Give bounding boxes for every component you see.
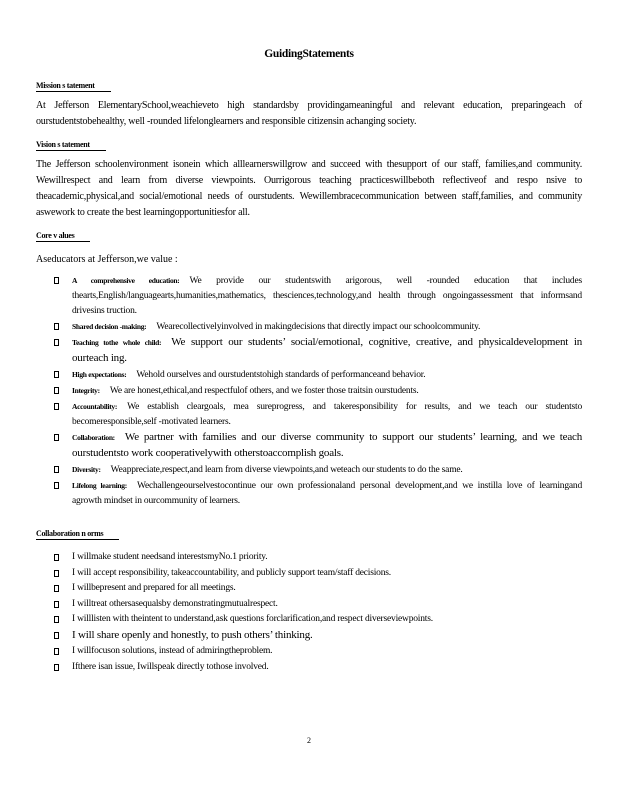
norm-text: I willbepresent and prepared for all meetings.	[72, 583, 236, 593]
list-item	[36, 644, 582, 660]
checkbox-bullet-icon	[54, 616, 59, 623]
checkbox-bullet-icon	[54, 570, 59, 577]
checkbox-bullet-icon	[54, 632, 59, 639]
list-item	[36, 612, 582, 628]
value-term: Accountability:	[72, 402, 118, 411]
value-term: Diversity:	[72, 465, 101, 474]
checkbox-bullet-icon	[54, 466, 59, 473]
norm-text: I willtreat othersasequalsby demonstratingmutualrespect.	[72, 598, 278, 609]
page-number: 2	[307, 736, 311, 745]
checkbox-bullet-icon	[54, 387, 59, 394]
norm-text: I willmake student needsand interestsmyNo.1 priority.	[72, 552, 268, 562]
list-item	[36, 478, 582, 509]
list-item	[36, 550, 582, 566]
value-term: Lifelong learning:	[72, 481, 127, 490]
list-item	[36, 430, 582, 462]
norms-list	[36, 550, 582, 675]
list-item	[36, 319, 582, 335]
list-item	[36, 383, 582, 399]
vision-section	[36, 134, 582, 221]
value-text: We establish cleargoals, mea sureprogress, and takeresponsibility for results, and we teach our studentsto becomeresponsible,self -motivated learners.	[72, 402, 582, 427]
list-item	[36, 597, 582, 613]
value-term: Collaboration:	[72, 433, 115, 442]
list-item	[36, 628, 582, 645]
value-term: A comprehensive education:	[72, 276, 180, 285]
norm-text: I willlisten with theintent to understand,ask questions forclarification,and respect diverseviewpoints.	[72, 614, 433, 624]
value-text: We provide our studentswith arigorous, well -rounded education that includes thearts,English/languagearts,humanities,mathematics, thesciences,technology,and health through ongoingassessment that informsand drivesins truction.	[72, 276, 582, 316]
list-item	[36, 462, 582, 478]
mission-section	[36, 75, 582, 130]
core-values-heading: Core v alues	[36, 231, 90, 242]
checkbox-bullet-icon	[54, 434, 59, 441]
value-term: Teaching tothe whole child:	[72, 338, 162, 347]
checkbox-bullet-icon	[54, 601, 59, 608]
core-values-lead: Aseducators at Jefferson,we value :	[36, 254, 178, 265]
vision-heading: Vision s tatement	[36, 140, 106, 151]
value-term: Integrity:	[72, 386, 100, 395]
core-values-section	[36, 225, 582, 509]
norm-text: Ifthere isan issue, Iwillspeak directly tothose involved.	[72, 661, 269, 672]
list-item	[36, 581, 582, 597]
value-text: We support our students’ social/emotional, cognitive, creative, and physicaldevelopment in ourteach ing.	[72, 336, 582, 364]
value-text: Wehold ourselves and ourstudentstohigh standards of performanceand behavior.	[136, 370, 426, 380]
value-text: Wechallengeourselvestocontinue our own professionaland personal development,and we instilla love of learningand agrowth mindset in ourcommunity of learners.	[72, 481, 583, 506]
value-term: Shared decision -making:	[72, 322, 147, 331]
list-item	[36, 566, 582, 582]
checkbox-bullet-icon	[54, 554, 59, 561]
checkbox-bullet-icon	[54, 403, 59, 410]
document-page	[36, 48, 582, 675]
checkbox-bullet-icon	[54, 323, 59, 330]
value-text: Weappreciate,respect,and learn from diverse viewpoints,and weteach our students to do the same.	[110, 465, 463, 475]
value-text: We partner with families and our diverse community to support our students’ learning, and we teach ourstudentsto work cooperativelywith otherstoaccomplish goals.	[72, 431, 582, 459]
norms-heading: Collaboration n orms	[36, 529, 119, 540]
mission-heading: Mission s tatement	[36, 81, 111, 92]
checkbox-bullet-icon	[54, 648, 59, 655]
checkbox-bullet-icon	[54, 371, 59, 378]
checkbox-bullet-icon	[54, 339, 59, 346]
value-text: Wearecollectivelyinvolved in makingdecisions that directly impact our schoolcommunity.	[156, 322, 481, 332]
checkbox-bullet-icon	[54, 585, 59, 592]
list-item	[36, 399, 582, 430]
norm-text: I will accept responsibility, takeaccountability, and publicly support team/staff decisions.	[72, 567, 391, 578]
value-term: High expectations:	[72, 370, 127, 379]
norm-text: I willfocuson solutions, instead of admiringtheproblem.	[72, 646, 273, 656]
norms-section	[36, 523, 582, 675]
mission-text: At Jefferson ElementarySchool,weachieveto high standardsby providingameaningful and relevant education, preparingeach of ourstudentstobehealthy, well -rounded lifelonglearners and responsible citizensin achanging society.	[36, 100, 582, 127]
checkbox-bullet-icon	[54, 482, 59, 489]
norm-text: I will share openly and honestly, to push others’ thinking.	[72, 628, 313, 641]
list-item	[36, 367, 582, 383]
list-item	[36, 335, 582, 367]
checkbox-bullet-icon	[54, 664, 59, 671]
page-title: GuidingStatements	[264, 48, 354, 60]
vision-text: The Jefferson schoolenvironment isonein which alllearnerswillgrow and succeed with thesupport of our staff, families,and community. Wewillrespect and learn from diverse viewpoints. Ourrigorous teaching practiceswillbeboth reflectiveof and respo nsive to theacademic,physical,and social/emotional needs of ourstudents. Wewillembracecommunication between staff,families, and community aswework to create the best learningopportunitiesfor all.	[36, 159, 582, 218]
list-item	[36, 273, 582, 319]
value-text: We are honest,ethical,and respectfulof others, and we foster those traitsin ourstudents.	[109, 386, 419, 396]
core-values-list	[36, 273, 582, 509]
list-item	[36, 660, 582, 676]
checkbox-bullet-icon	[54, 277, 59, 284]
